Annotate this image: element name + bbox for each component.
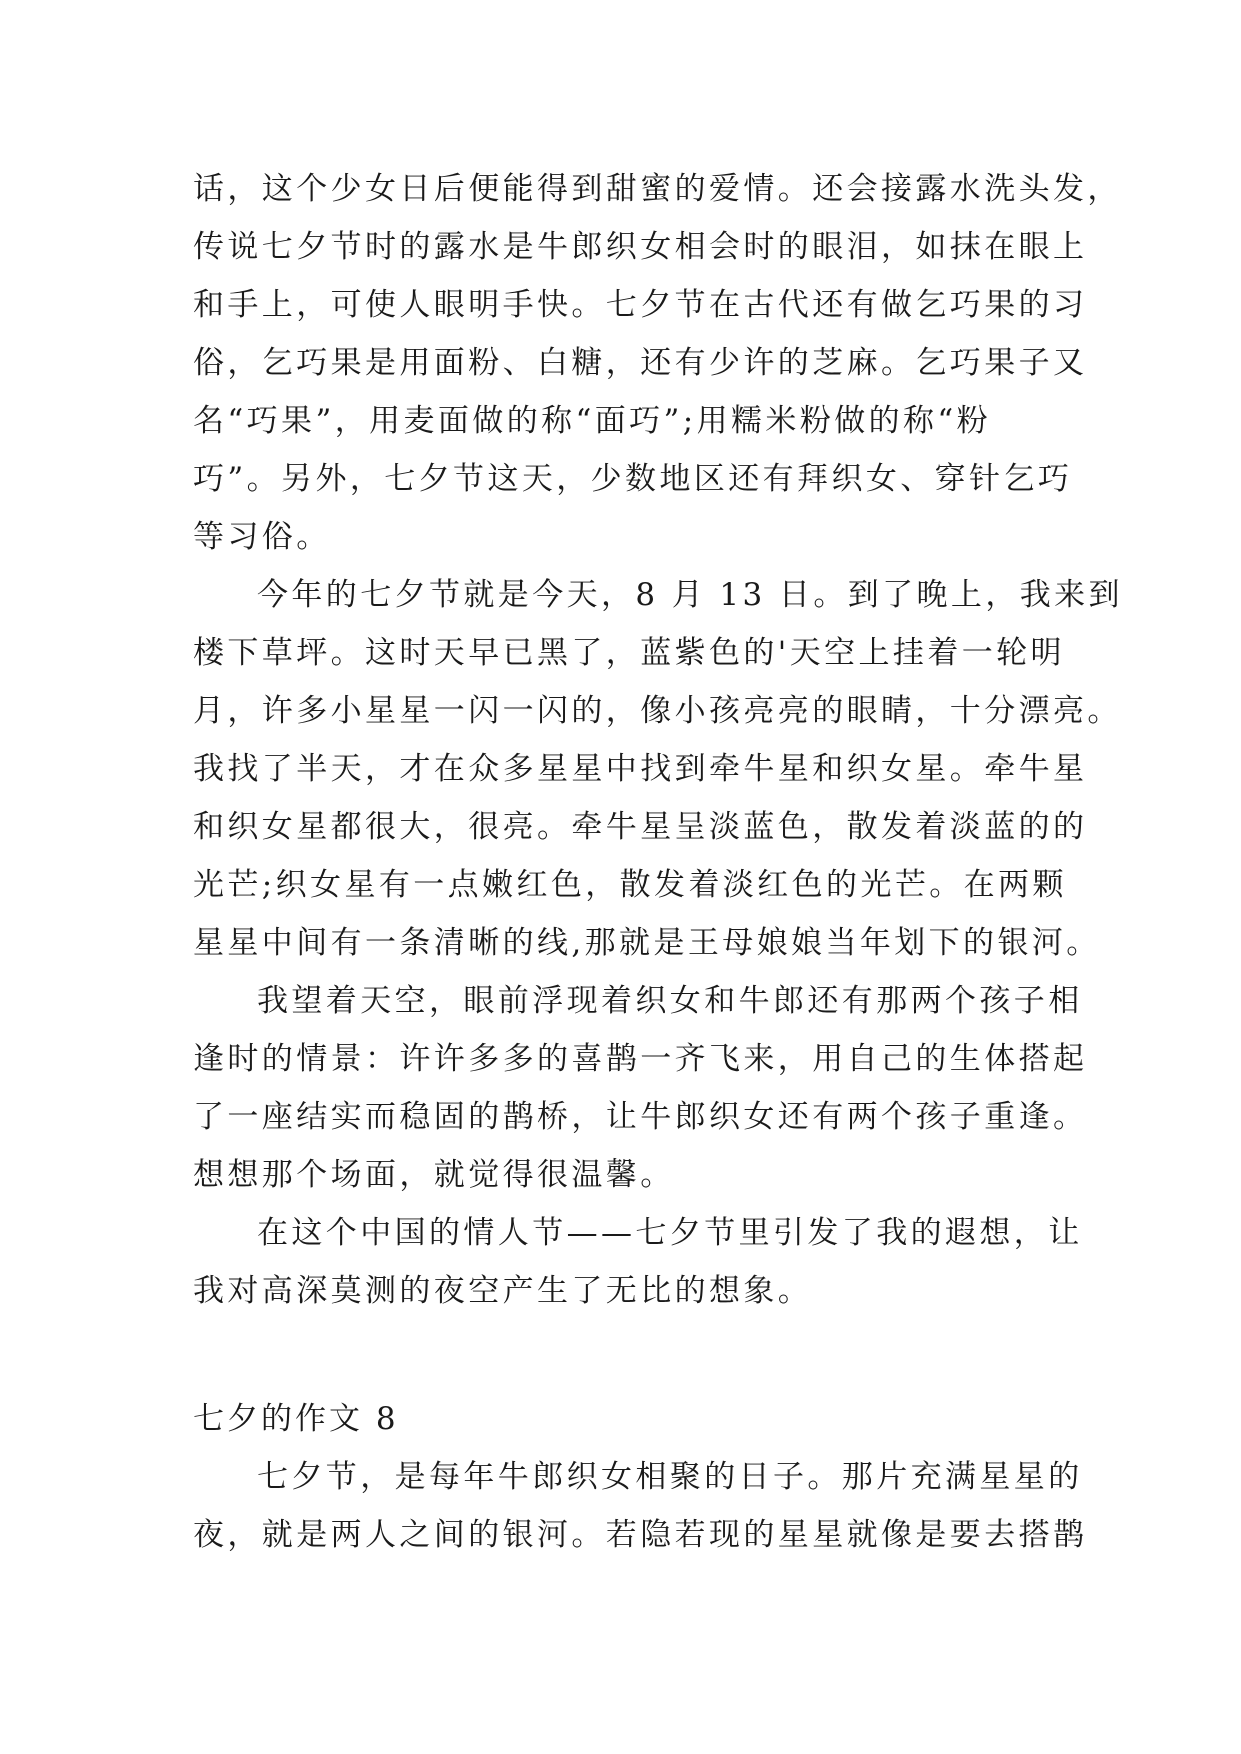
text-line: 月，许多小星星一闪一闪的，像小孩亮亮的眼睛，十分漂亮。 — [193, 693, 1122, 729]
section-title: 七夕的作文 8 — [193, 1401, 399, 1437]
text-line: 了一座结实而稳固的鹊桥，让牛郎织女还有两个孩子重逢。 — [193, 1099, 1088, 1135]
text-line: 我对高深莫测的夜空产生了无比的想象。 — [193, 1273, 813, 1309]
paragraph-3 — [193, 972, 1088, 1204]
text-line: 我找了半天，才在众多星星中找到牵牛星和织女星。牵牛星 — [193, 751, 1088, 787]
text-line: 星星中间有一条清晰的线,那就是王母娘娘当年划下的银河。 — [193, 925, 1101, 961]
text-line: 传说七夕节时的露水是牛郎织女相会时的眼泪，如抹在眼上 — [193, 229, 1088, 265]
text-line: 光芒;织女星有一点嫩红色，散发着淡红色的光芒。在两颗 — [193, 867, 1067, 903]
document-body — [193, 160, 1123, 1564]
text-line: 七夕节，是每年牛郎织女相聚的日子。那片充满星星的 — [257, 1459, 1083, 1495]
text-line: 俗，乞巧果是用面粉、白糖，还有少许的芝麻。乞巧果子又 — [193, 345, 1088, 381]
text-line: 等习俗。 — [193, 519, 331, 555]
text-line: 名“巧果”，用麦面做的称“面巧”;用糯米粉做的称“粉 — [193, 403, 992, 439]
text-line: 和手上，可使人眼明手快。七夕节在古代还有做乞巧果的习 — [193, 287, 1088, 323]
paragraph-5 — [193, 1448, 1088, 1564]
text-line: 话，这个少女日后便能得到甜蜜的爱情。还会接露水洗头发， — [193, 171, 1122, 207]
text-line: 夜，就是两人之间的银河。若隐若现的星星就像是要去搭鹊 — [193, 1517, 1088, 1553]
text-line: 逢时的情景：许许多多的喜鹊一齐飞来，用自己的生体搭起 — [193, 1041, 1088, 1077]
paragraph-2 — [193, 566, 1123, 972]
paragraph-continued — [193, 160, 1122, 566]
text-line: 巧”。另外，七夕节这天，少数地区还有拜织女、穿针乞巧 — [193, 461, 1073, 497]
text-line: 我望着天空，眼前浮现着织女和牛郎还有那两个孩子相 — [257, 983, 1083, 1019]
text-line: 和织女星都很大，很亮。牵牛星呈淡蓝色，散发着淡蓝的的 — [193, 809, 1088, 845]
text-line: 今年的七夕节就是今天，8 月 13 日。到了晚上，我来到 — [257, 577, 1123, 613]
paragraph-4 — [193, 1204, 1083, 1320]
text-line: 楼下草坪。这时天早已黑了，蓝紫色的'天空上挂着一轮明 — [193, 635, 1065, 671]
text-line: 在这个中国的情人节——七夕节里引发了我的遐想，让 — [257, 1215, 1083, 1251]
section-spacer — [193, 1320, 1055, 1390]
text-line: 想想那个场面，就觉得很温馨。 — [193, 1157, 675, 1193]
